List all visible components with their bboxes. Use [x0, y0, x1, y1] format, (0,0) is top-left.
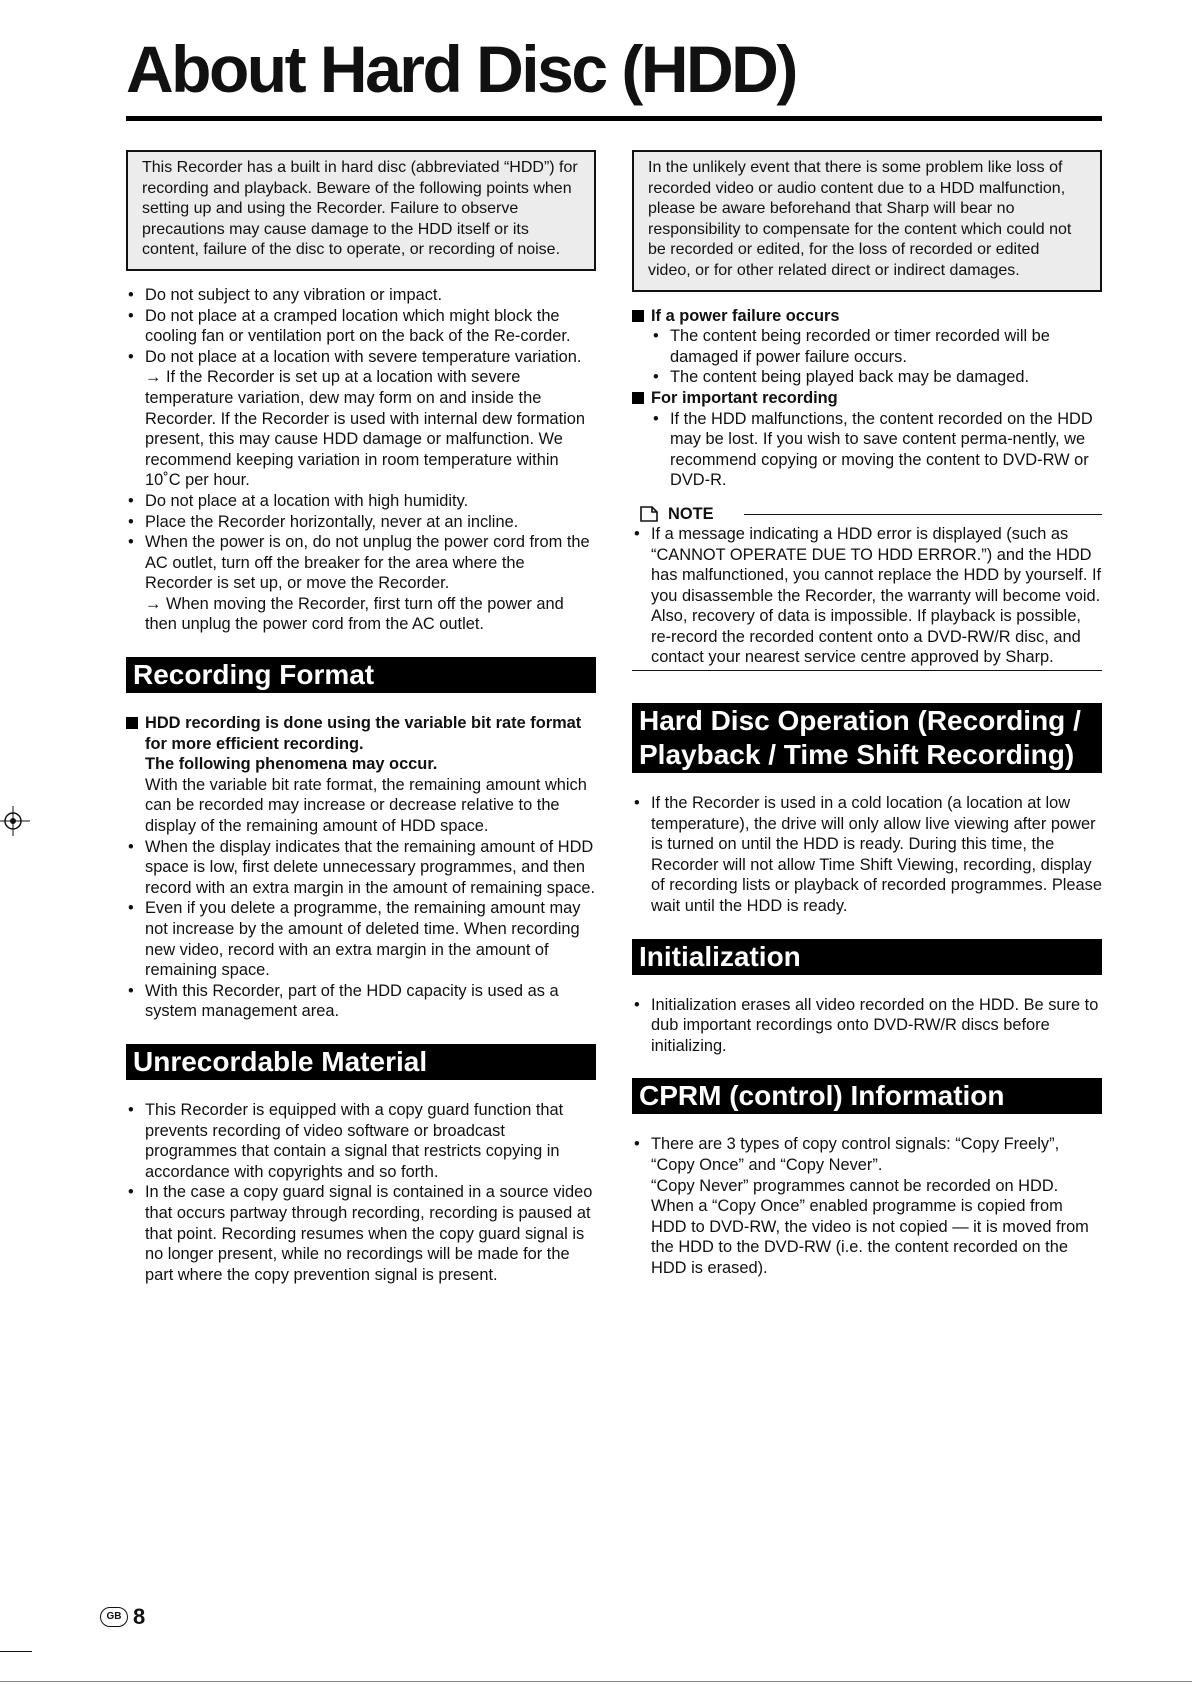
cprm-list	[632, 1134, 1102, 1278]
list-item-text: There are 3 types of copy control signals: “Copy Freely”, “Copy Once” and “Copy Never”.	[651, 1135, 1060, 1174]
list-item-text-2: “Copy Never” programmes cannot be recorded on HDD. When a “Copy Once” enabled programme is copied from HDD to DVD-RW, the video is not copied — it is moved from the HDD to the DVD-RW (i.e. the content recorded on the HDD is erased).	[651, 1176, 1089, 1277]
square-bullet-item	[126, 713, 596, 837]
left-column	[126, 150, 596, 1285]
right-column	[632, 150, 1102, 1279]
list-item: • The content being recorded or timer recorded will be damaged if power failure occurs.	[651, 326, 1102, 367]
list-item: • When the display indicates that the remaining amount of HDD space is low, first delete unnecessary programmes, and then record with an extra margin in the amount of remaining space.	[126, 837, 596, 899]
note-icon	[640, 506, 658, 522]
list-item: • Place the Recorder horizontally, never at an incline.	[126, 512, 596, 533]
unrecordable-list	[126, 1100, 596, 1285]
list-item: • If a message indicating a HDD error is displayed (such as “CANNOT OPERATE DUE TO HDD ERROR.”) and the HDD has malfunctioned, you cannot replace the HDD by yourself. If you disassemble the Recorder, the warranty will become void. Also, recovery of data is impossible. If playback is possible, re-record the recorded content onto a DVD-RW/R disc, and contact your nearest service centre approved by Sharp.	[632, 524, 1102, 668]
recording-format-list	[126, 837, 596, 1022]
list-item-text: When the power is on, do not unplug the power cord from the AC outlet, turn off the breaker for the area where the Recorder is set up, or move the Recorder.	[145, 533, 590, 593]
registration-mark-icon	[0, 806, 30, 836]
disclaimer-box: In the unlikely event that there is some problem like loss of recorded video or audio content due to a HDD malfunction, please be aware beforehand that Sharp will bear no responsibility to compensate for the content which could not be recorded or edited, for the loss of recorded or edited video, or for other related direct or indirect damages.	[632, 150, 1102, 292]
power-failure-heading	[632, 306, 1102, 327]
note-list	[632, 524, 1102, 668]
list-item-note: → When moving the Recorder, first turn off the power and then unplug the power cord from the AC outlet.	[145, 594, 564, 634]
region-badge: GB	[100, 1607, 128, 1627]
section-heading-cprm: CPRM (control) Information	[632, 1078, 1102, 1114]
page-title: About Hard Disc (HDD)	[126, 26, 1102, 121]
important-recording-heading	[632, 388, 1102, 409]
list-item	[126, 347, 596, 491]
list-item: • In the case a copy guard signal is contained in a source video that occurs partway through recording, recording is paused at that point. Recording resumes when the copy guard signal is no longer present, while no recordings will be made for the part where the copy prevention signal is present.	[126, 1182, 596, 1285]
list-item: • With this Recorder, part of the HDD capacity is used as a system management area.	[126, 981, 596, 1022]
list-item: • Initialization erases all video recorded on the HDD. Be sure to dub important recordings onto DVD-RW/R discs before initializing.	[632, 995, 1102, 1057]
list-item: • This Recorder is equipped with a copy guard function that prevents recording of video software or broadcast programmes that contain a signal that restricts copying in accordance with copyrights and so forth.	[126, 1100, 596, 1182]
square-bullet-icon	[632, 310, 644, 322]
list-item: • If the Recorder is used in a cold location (a location at low temperature), the drive will only allow live viewing after power is turned on until the HDD is ready. During this time, the Recorder will not allow Time Shift Viewing, recording, display of recording lists or playback of recorded programmes. Please wait until the HDD is ready.	[632, 793, 1102, 917]
list-item: • Do not subject to any vibration or impact.	[126, 285, 596, 306]
square-bullet-icon	[126, 717, 138, 729]
lead-bold-text: HDD recording is done using the variable bit rate format for more efficient recording.	[145, 714, 582, 753]
list-item-note: → If the Recorder is set up at a location with severe temperature variation, dew may form on and inside the Recorder. If the Recorder is used with internal dew formation present, this may cause HDD damage or malfunction. We recommend keeping variation in room temperature within 10˚C per hour.	[145, 368, 586, 490]
important-recording-heading-text: For important recording	[651, 388, 838, 407]
power-failure-list	[632, 326, 1102, 388]
power-failure-heading-text: If a power failure occurs	[651, 306, 840, 325]
bottom-rule	[0, 1681, 1192, 1682]
note-block	[632, 505, 1102, 671]
list-item: • If the HDD malfunctions, the content recorded on the HDD may be lost. If you wish to save content perma-nently, we recommend copying or moving the content to DVD-RW or DVD-R.	[651, 409, 1102, 491]
crop-mark	[0, 1651, 32, 1652]
important-recording-list	[632, 409, 1102, 491]
section-heading-unrecordable: Unrecordable Material	[126, 1044, 596, 1080]
section-heading-recording-format: Recording Format	[126, 657, 596, 693]
intro-notice-box: This Recorder has a built in hard disc (abbreviated “HDD”) for recording and playback. Beware of the following points when setting up and using the Recorder. Failure to observe precautions may cause damage to the HDD itself or its content, failure of the disc to operate, or recording of noise.	[126, 150, 596, 271]
section-heading-initialization: Initialization	[632, 939, 1102, 975]
page-footer	[100, 1604, 145, 1630]
list-item: • Even if you delete a programme, the remaining amount may not increase by the amount of deleted time. When recording new video, record with an extra margin in the amount of remaining space.	[126, 898, 596, 980]
precautions-list	[126, 285, 596, 635]
list-item: • Do not place at a location with high humidity.	[126, 491, 596, 512]
list-item: • The content being played back may be damaged.	[651, 367, 1102, 388]
note-rule	[744, 514, 1102, 515]
lead-text: With the variable bit rate format, the remaining amount which can be recorded may increase or decrease relative to the display of the remaining amount of HDD space.	[145, 775, 587, 836]
lead-bold-text-2: The following phenomena may occur.	[145, 755, 438, 774]
hd-operation-list	[632, 793, 1102, 917]
section-heading-hd-operation: Hard Disc Operation (Recording / Playback / Time Shift Recording)	[632, 703, 1102, 773]
note-header	[632, 505, 1102, 524]
square-bullet-icon	[632, 392, 644, 404]
list-item	[126, 532, 596, 635]
list-item: • Do not place at a cramped location which might block the cooling fan or ventilation port on the back of the Re-corder.	[126, 306, 596, 347]
list-item	[632, 1134, 1102, 1278]
note-label: NOTE	[668, 504, 714, 523]
list-item-text: Do not place at a location with severe temperature variation.	[145, 347, 582, 366]
initialization-list	[632, 995, 1102, 1057]
page-number: 8	[133, 1604, 146, 1629]
